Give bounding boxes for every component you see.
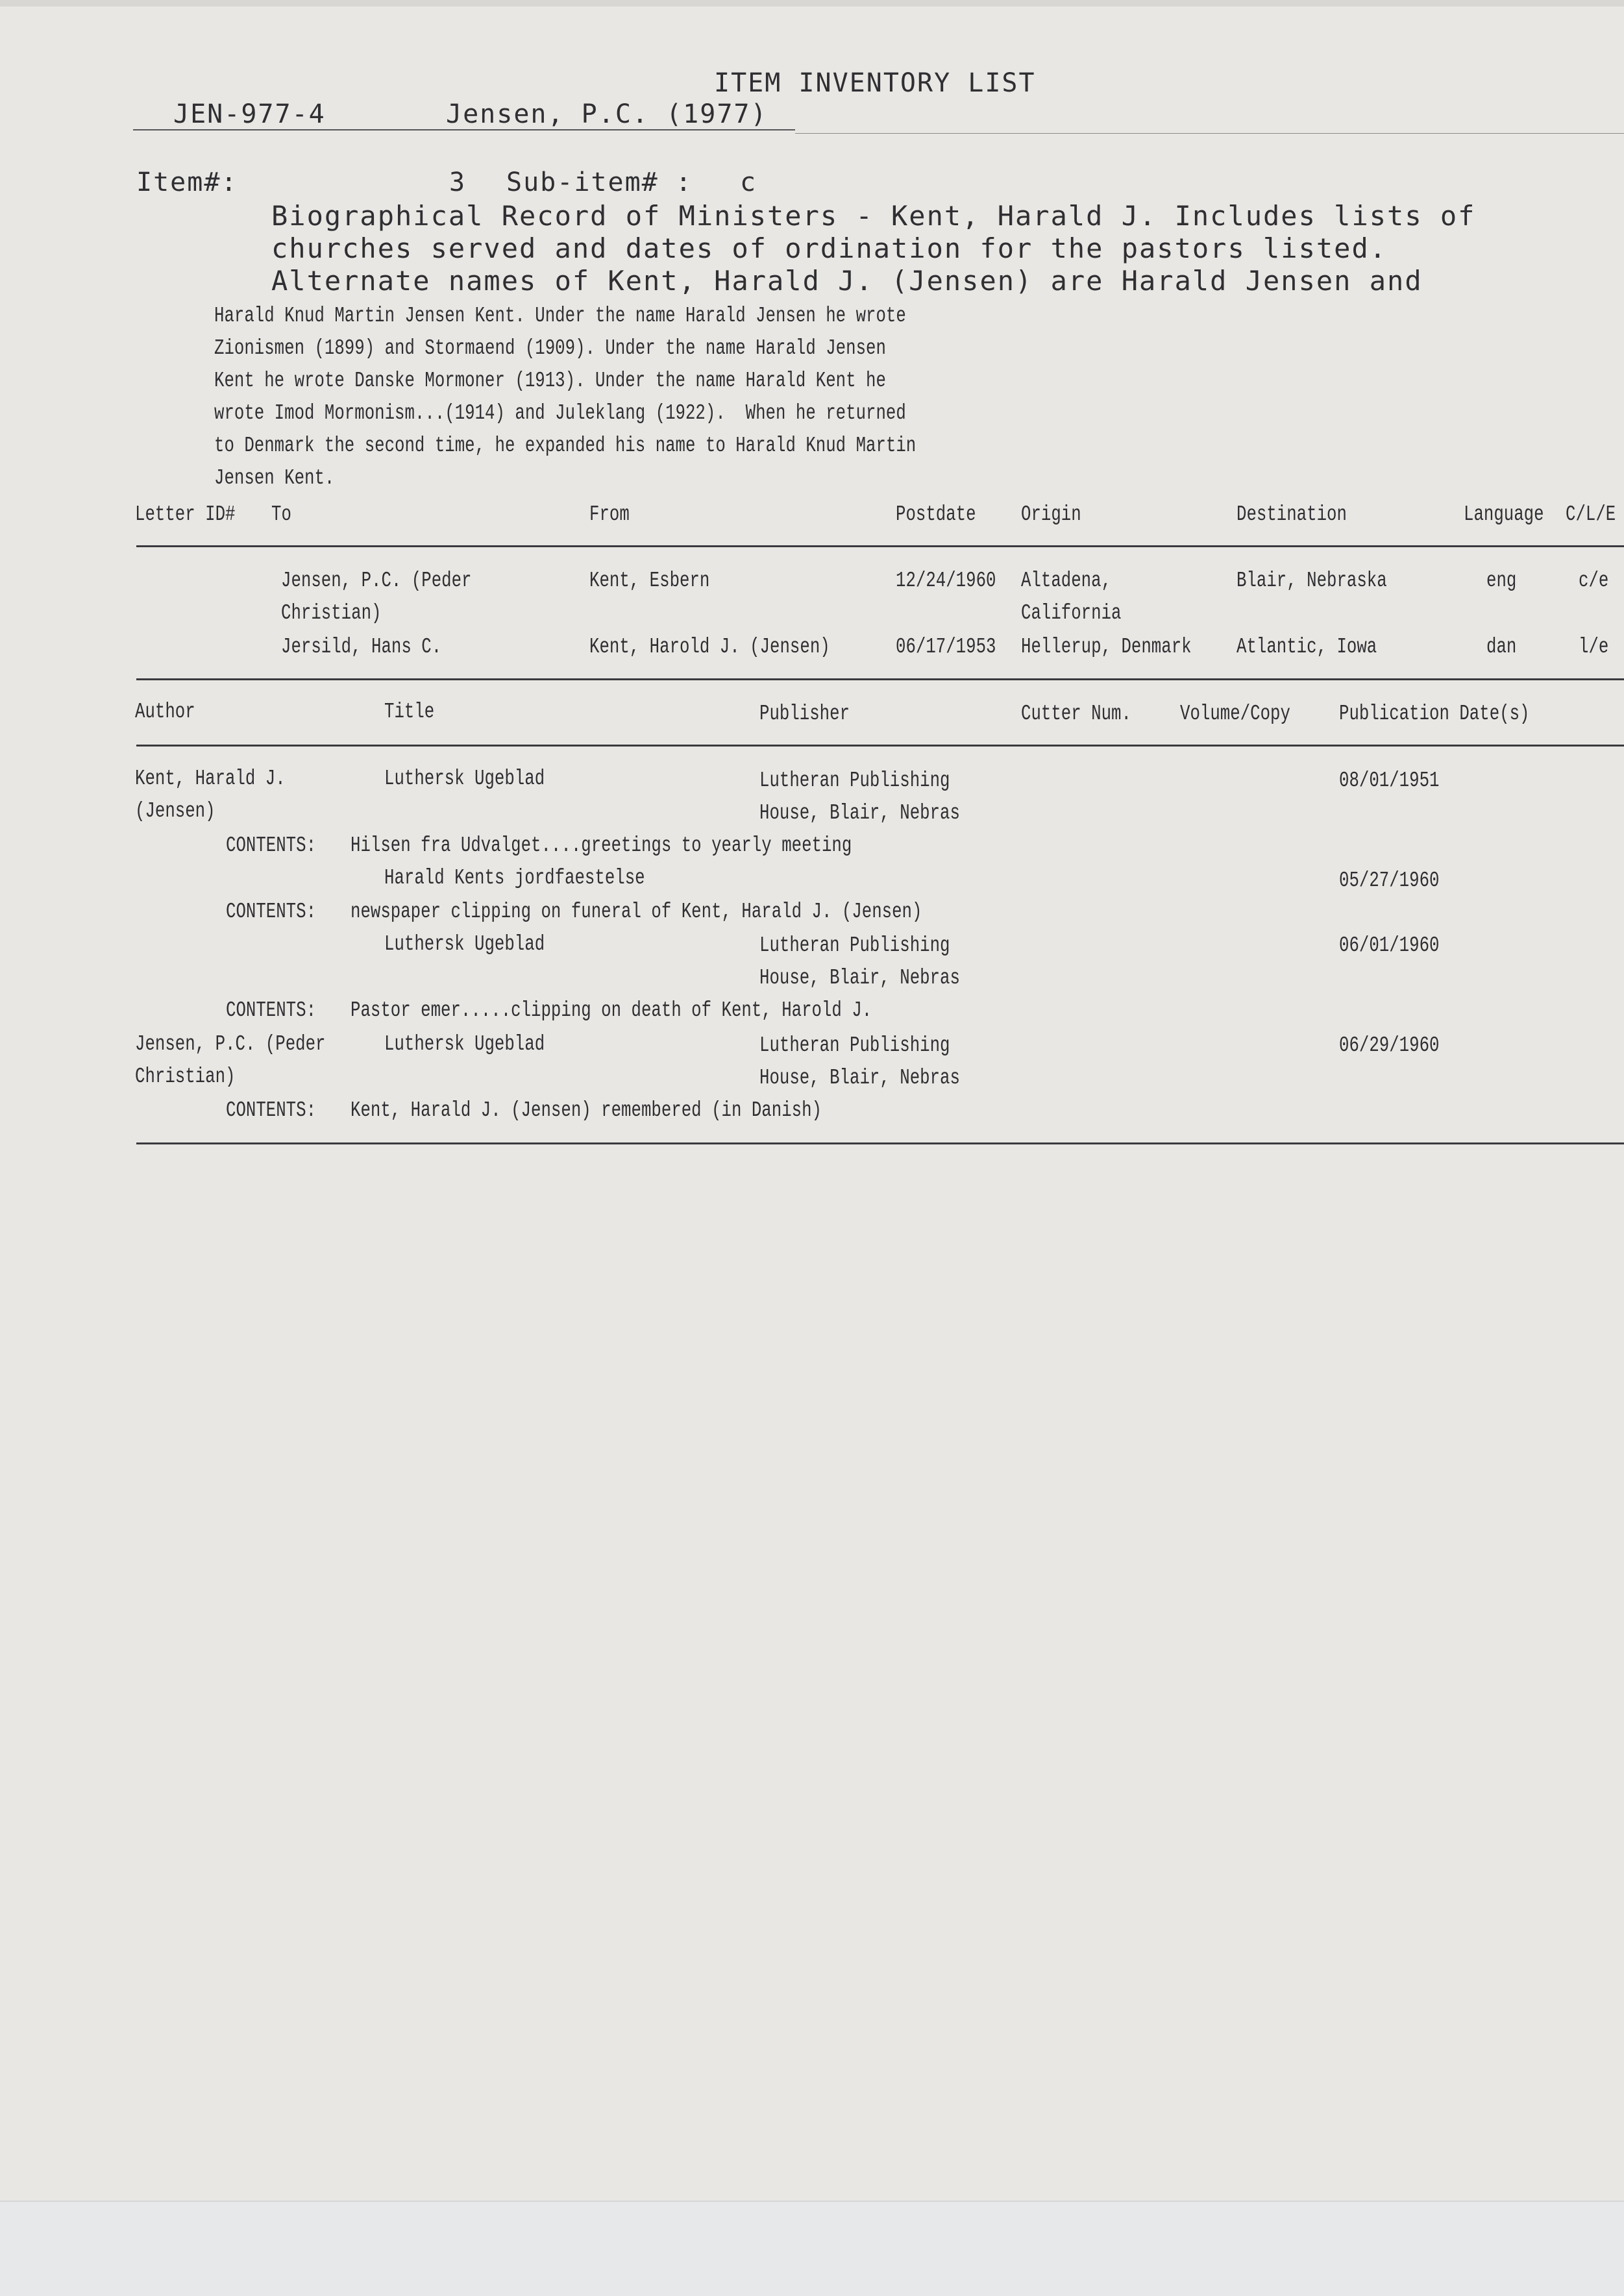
pub-date: 05/27/1960 xyxy=(1339,869,1440,893)
item-description-line: churches served and dates of ordination for the pastors listed. xyxy=(271,232,1388,264)
pub-date: 06/29/1960 xyxy=(1339,1033,1440,1057)
letters-header-postdate: Postdate xyxy=(896,502,976,526)
letters-header-origin: Origin xyxy=(1021,502,1081,526)
letters-header-destination: Destination xyxy=(1236,502,1347,526)
header-underline-right xyxy=(795,133,1624,134)
item-note-line: wrote Imod Mormonism...(1914) and Juleklang (1922). When he returned xyxy=(214,401,906,425)
item-note-line: Jensen Kent. xyxy=(214,466,335,490)
letter-origin: Altadena, California xyxy=(1021,569,1122,625)
letter-from: Kent, Harold J. (Jensen) xyxy=(589,635,830,659)
letter-destination: Atlantic, Iowa xyxy=(1236,635,1377,659)
pub-contents-label: CONTENTS: xyxy=(226,900,317,924)
pub-header-volume: Volume/Copy xyxy=(1180,702,1290,726)
pub-header-title: Title xyxy=(384,700,435,724)
letters-bottom-rule xyxy=(136,678,1624,680)
pub-publisher: Lutheran Publishing House, Blair, Nebras xyxy=(759,1033,960,1090)
pub-author: Jensen, P.C. (Peder Christian) xyxy=(135,1032,326,1089)
item-number: 3 xyxy=(449,167,467,197)
pub-bottom-rule xyxy=(136,1142,1624,1144)
pub-title: Luthersk Ugeblad xyxy=(384,767,545,791)
letter-postdate: 12/24/1960 xyxy=(896,569,996,593)
pub-contents: Kent, Harald J. (Jensen) remembered (in Danish) xyxy=(351,1098,822,1122)
item-note-line: Zionismen (1899) and Stormaend (1909). Under the name Harald Jensen xyxy=(214,336,886,360)
pub-date: 06/01/1960 xyxy=(1339,933,1440,957)
subitem-label: Sub-item# : xyxy=(506,167,693,197)
pub-publisher: Lutheran Publishing House, Blair, Nebras xyxy=(759,769,960,825)
letter-postdate: 06/17/1953 xyxy=(896,635,996,659)
letters-header-language: Language xyxy=(1464,502,1544,526)
pub-title: Luthersk Ugeblad xyxy=(384,1032,545,1056)
pub-author: Kent, Harald J. (Jensen) xyxy=(135,767,286,823)
letter-language: eng xyxy=(1486,569,1517,593)
pub-header-publisher: Publisher xyxy=(759,702,850,726)
pub-contents: Hilsen fra Udvalget....greetings to yearly meeting xyxy=(351,833,852,858)
item-note-line: Kent he wrote Danske Mormoner (1913). Under the name Harald Kent he xyxy=(214,369,886,393)
item-note-line: Harald Knud Martin Jensen Kent. Under the name Harald Jensen he wrote xyxy=(214,304,906,328)
pub-header-cutter: Cutter Num. xyxy=(1021,702,1131,726)
collection-id: JEN-977-4 xyxy=(133,99,432,130)
pub-contents: newspaper clipping on funeral of Kent, Harald J. (Jensen) xyxy=(351,900,922,924)
letters-header-rule xyxy=(136,545,1624,547)
letters-header-from: From xyxy=(589,502,630,526)
letter-clt: c/e xyxy=(1579,569,1609,593)
letter-destination: Blair, Nebraska xyxy=(1236,569,1387,593)
report-title: ITEM INVENTORY LIST xyxy=(714,68,1036,98)
letter-language: dan xyxy=(1486,635,1517,659)
letters-header-id: Letter ID# xyxy=(135,502,236,526)
pub-contents-label: CONTENTS: xyxy=(226,833,317,858)
pub-header-author: Author xyxy=(135,700,195,724)
pub-header-date: Publication Date(s) xyxy=(1339,702,1530,726)
letters-header-clt: C/L/E xyxy=(1566,502,1616,526)
scanner-margin xyxy=(0,2201,1624,2296)
item-description-line: Biographical Record of Ministers - Kent, Harald J. Includes lists of xyxy=(271,200,1476,232)
collection-name: Jensen, P.C. (1977) xyxy=(432,99,795,130)
letter-clt: l/e xyxy=(1579,635,1609,659)
item-note-line: to Denmark the second time, he expanded his name to Harald Knud Martin xyxy=(214,434,917,458)
letters-header-to: To xyxy=(271,502,291,526)
letter-origin: Hellerup, Denmark xyxy=(1021,635,1192,659)
letter-from: Kent, Esbern xyxy=(589,569,710,593)
pub-header-rule xyxy=(136,745,1624,747)
pub-contents-label: CONTENTS: xyxy=(226,998,317,1022)
pub-publisher: Lutheran Publishing House, Blair, Nebras xyxy=(759,933,960,990)
pub-contents: Pastor emer.....clipping on death of Kent, Harold J. xyxy=(351,998,872,1022)
subitem-value: c xyxy=(740,167,757,197)
pub-date: 08/01/1951 xyxy=(1339,769,1440,793)
letter-to: Jensen, P.C. (Peder Christian) xyxy=(281,569,472,625)
pub-title: Harald Kents jordfaestelse xyxy=(384,866,645,890)
item-label: Item#: xyxy=(136,167,238,197)
pub-contents-label: CONTENTS: xyxy=(226,1098,317,1122)
item-description-line: Alternate names of Kent, Harald J. (Jensen) are Harald Jensen and xyxy=(271,265,1423,297)
pub-title: Luthersk Ugeblad xyxy=(384,932,545,956)
letter-to: Jersild, Hans C. xyxy=(281,635,442,659)
